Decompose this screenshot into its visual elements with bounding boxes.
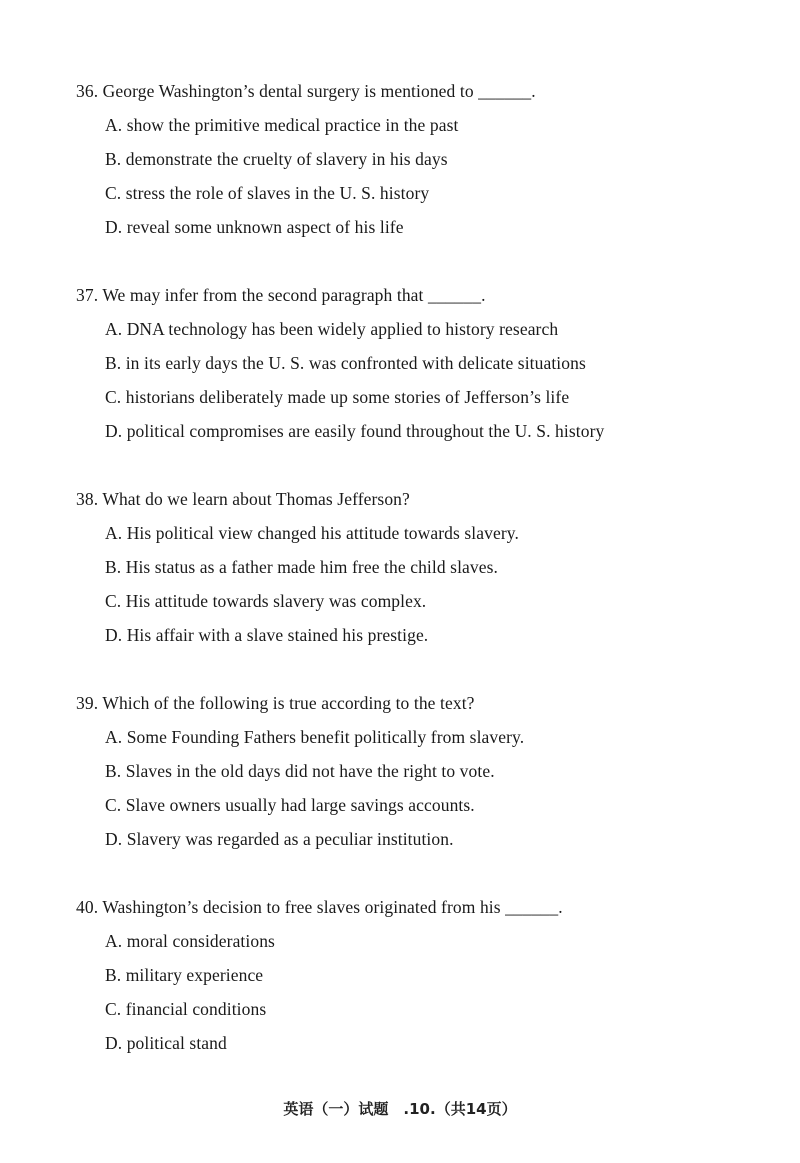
option-a: A. Some Founding Fathers benefit politically from slavery. <box>105 727 525 747</box>
question-stem: 36. George Washington’s dental surgery is mentioned to ______. <box>76 81 536 101</box>
question-36 <box>76 80 776 238</box>
question-40 <box>76 896 776 1054</box>
option-c: C. stress the role of slaves in the U. S. history <box>105 183 430 203</box>
option-b: B. His status as a father made him free the child slaves. <box>105 557 499 577</box>
option-d: D. His affair with a slave stained his prestige. <box>105 625 429 645</box>
option-c: C. His attitude towards slavery was complex. <box>105 591 427 611</box>
question-37 <box>76 284 776 442</box>
option-b: B. in its early days the U. S. was confronted with delicate situations <box>105 353 586 373</box>
option-a: A. His political view changed his attitude towards slavery. <box>105 523 519 543</box>
question-stem: 38. What do we learn about Thomas Jefferson? <box>76 489 410 509</box>
option-d: D. political compromises are easily found throughout the U. S. history <box>105 421 605 441</box>
option-c: C. historians deliberately made up some stories of Jefferson’s life <box>105 387 570 407</box>
option-c: C. financial conditions <box>105 999 267 1019</box>
question-stem: 37. We may infer from the second paragraph that ______. <box>76 285 486 305</box>
option-a: A. show the primitive medical practice in the past <box>105 115 459 135</box>
option-d: D. Slavery was regarded as a peculiar institution. <box>105 829 454 849</box>
question-39 <box>76 692 776 850</box>
option-d: D. reveal some unknown aspect of his life <box>105 217 404 237</box>
page-footer: 英语（一）试题 .10.（共14页） <box>283 1100 517 1118</box>
option-d: D. political stand <box>105 1033 227 1053</box>
option-b: B. military experience <box>105 965 264 985</box>
question-38 <box>76 488 776 646</box>
option-b: B. Slaves in the old days did not have the right to vote. <box>105 761 495 781</box>
question-stem: 40. Washington’s decision to free slaves originated from his ______. <box>76 897 563 917</box>
option-c: C. Slave owners usually had large savings accounts. <box>105 795 475 815</box>
option-a: A. DNA technology has been widely applied to history research <box>105 319 559 339</box>
question-stem: 39. Which of the following is true according to the text? <box>76 693 475 713</box>
option-a: A. moral considerations <box>105 931 275 951</box>
option-b: B. demonstrate the cruelty of slavery in his days <box>105 149 448 169</box>
